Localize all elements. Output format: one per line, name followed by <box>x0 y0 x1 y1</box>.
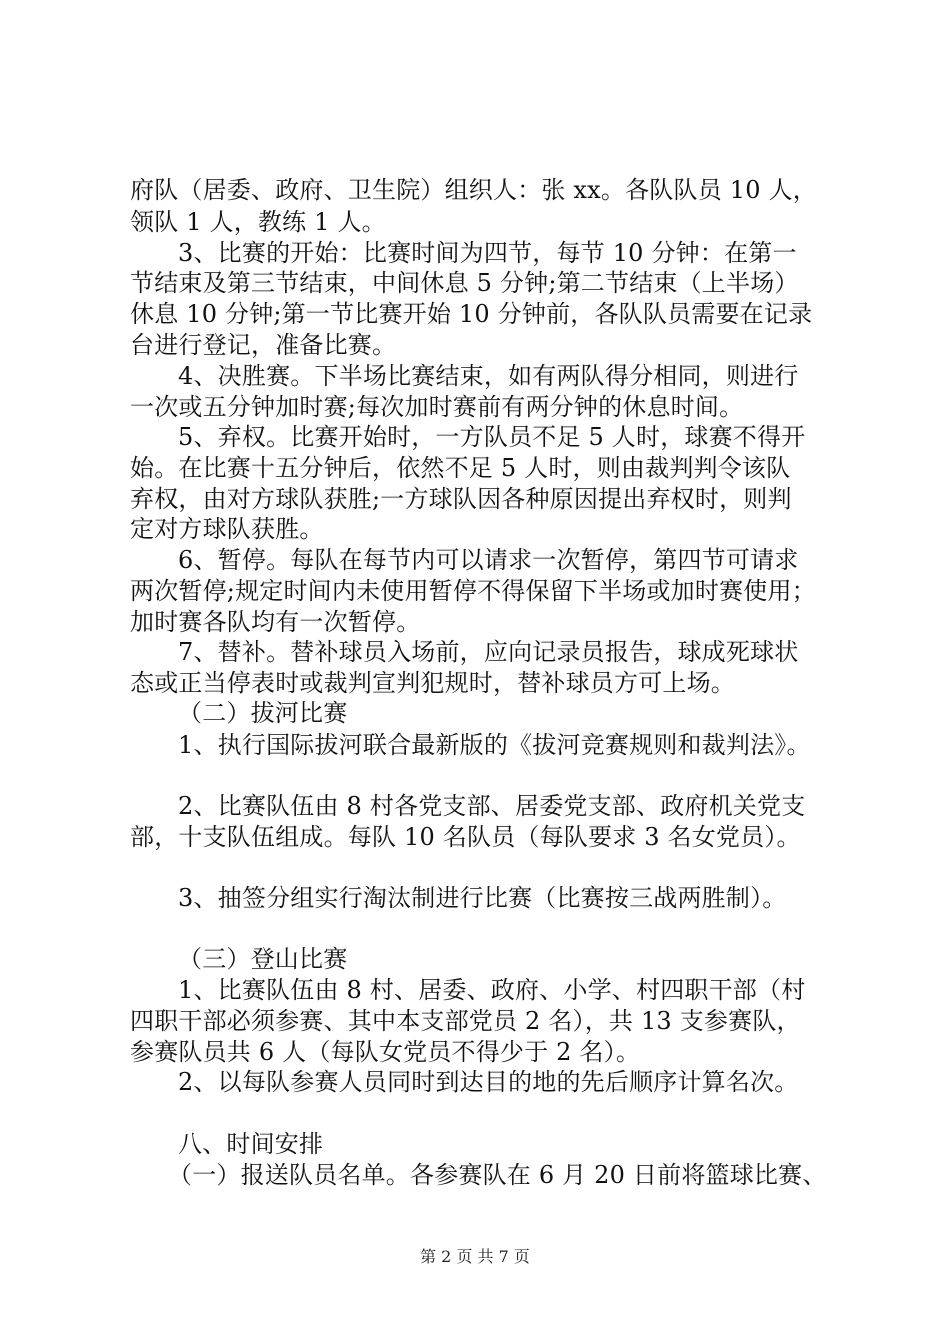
body-line: 休息 10 分钟;第一节比赛开始 10 分钟前，各队队员需要在记录 <box>130 300 813 328</box>
body-line: 态或正当停表时或裁判宣判犯规时，替补球员方可上场。 <box>130 669 735 697</box>
body-line: 1、执行国际拔河联合最新版的《拔河竞赛规则和裁判法》。 <box>178 731 811 759</box>
body-line: 四职干部必须参赛、其中本支部党员 2 名），共 13 支参赛队， <box>130 1007 801 1035</box>
body-line: 领队 1 人，教练 1 人。 <box>130 208 386 236</box>
body-line: 2、比赛队伍由 8 村各党支部、居委党支部、政府机关党支 <box>178 792 806 820</box>
body-line: 参赛队员共 6 人（每队女党员不得少于 2 名）。 <box>130 1038 641 1066</box>
body-line: 7、替补。替补球员入场前，应向记录员报告，球成死球状 <box>178 638 799 666</box>
body-line: 3、比赛的开始：比赛时间为四节，每节 10 分钟：在第一 <box>178 239 797 267</box>
section-heading: （三）登山比赛 <box>178 945 348 973</box>
body-line: 2、以每队参赛人员同时到达目的地的先后顺序计算名次。 <box>178 1068 799 1096</box>
body-line: （一）报送队员名单。各参赛队在 6 月 20 日前将篮球比赛、 <box>168 1161 827 1189</box>
body-line: 两次暂停;规定时间内未使用暂停不得保留下半场或加时赛使用； <box>130 577 816 605</box>
body-line: 5、弃权。比赛开始时，一方队员不足 5 人时，球赛不得开 <box>178 423 806 451</box>
body-line: 4、决胜赛。下半场比赛结束，如有两队得分相同，则进行 <box>178 362 799 390</box>
page-footer: 第 2 页 共 7 页 <box>420 1247 530 1266</box>
body-line: 始。在比赛十五分钟后，依然不足 5 人时，则由裁判判令该队 <box>130 454 791 482</box>
section-heading: 八、时间安排 <box>178 1130 324 1158</box>
body-line: 3、抽签分组实行淘汰制进行比赛（比赛按三战两胜制）。 <box>178 884 787 912</box>
body-line: 部，十支队伍组成。每队 10 名队员（每队要求 3 名女党员）。 <box>130 823 801 851</box>
body-line: 节结束及第三节结束，中间休息 5 分钟;第二节结束（上半场） <box>130 269 799 297</box>
body-line: 加时赛各队均有一次暂停。 <box>130 608 421 636</box>
body-line: 定对方球队获胜。 <box>130 515 324 543</box>
body-line: 6、暂停。每队在每节内可以请求一次暂停，第四节可请求 <box>178 546 799 574</box>
body-line: 弃权，由对方球队获胜;一方球队因各种原因提出弃权时，则判 <box>130 485 792 513</box>
body-line: 1、比赛队伍由 8 村、居委、政府、小学、村四职干部（村 <box>178 976 806 1004</box>
body-line: 一次或五分钟加时赛;每次加时赛前有两分钟的休息时间。 <box>130 393 744 421</box>
section-heading: （二）拔河比赛 <box>178 699 348 727</box>
body-line: 台进行登记，准备比赛。 <box>130 331 397 359</box>
body-line: 府队（居委、政府、卫生院）组织人：张 xx。各队队员 10 人， <box>130 176 817 204</box>
